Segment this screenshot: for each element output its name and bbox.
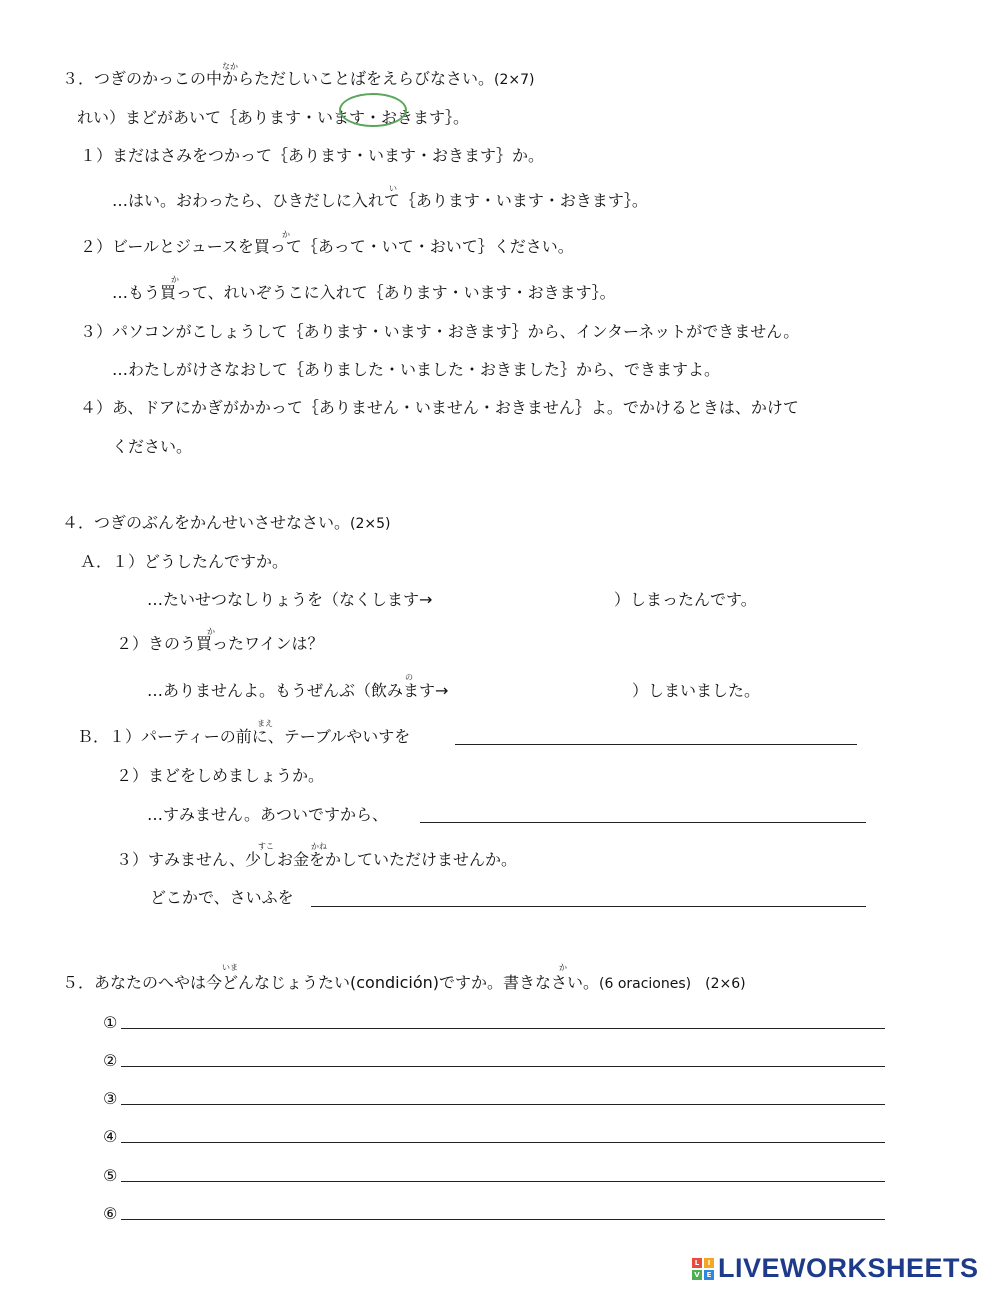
section4-b3-answer: どこかで、さいふを (150, 888, 294, 907)
furigana-mae: まえ (257, 719, 273, 728)
furigana-i: い (389, 184, 397, 193)
example-answer-circle (339, 93, 407, 127)
logo-letter-v: V (692, 1270, 702, 1280)
logo-letter-l: L (692, 1258, 702, 1268)
section4-heading-text: ４．つぎのぶんをかんせいさせなさい。 (62, 513, 351, 532)
b1-answer-line[interactable] (455, 744, 857, 745)
furigana-ka-4: か (559, 963, 567, 972)
furigana-ima: いま (222, 963, 238, 972)
section4-a2-question: ２）きのう買ったワインは？ (116, 634, 324, 653)
section5-heading-text: ５．あなたのへやは今どんなじょうたい(condición)ですか。書きなさい。 (62, 973, 599, 992)
sentence-number-4: ④ (103, 1127, 118, 1146)
b3-answer-line[interactable] (311, 906, 866, 907)
liveworksheets-logo (692, 1253, 979, 1284)
section3-q2a: ２）ビールとジュースを買って｛あって・いて・おいて｝ください。 (80, 237, 574, 256)
furigana-ka-1: か (282, 230, 290, 239)
section5-points: (6 oraciones) (2×6) (599, 976, 746, 992)
section4-heading (62, 512, 390, 535)
furigana-ka-2: か (171, 275, 179, 284)
section5-heading (62, 972, 746, 995)
logo-text: LIVEWORKSHEETS (718, 1253, 979, 1283)
sentence-number-2: ② (103, 1051, 118, 1070)
logo-letter-e: E (704, 1270, 714, 1280)
section3-q4b: ください。 (112, 437, 193, 456)
section4-b1-question: Ｂ．１）パーティーの前に、テーブルやいすを (77, 727, 411, 746)
section3-q4a: ４）あ、ドアにかぎがかかって｛ありません・いません・おきません｝よ。でかけるときは、かけて (80, 398, 799, 417)
furigana-no: の (405, 673, 413, 682)
furigana-kane: かね (311, 842, 327, 851)
section4-b2-question: ２）まどをしめましょうか。 (116, 766, 325, 785)
furigana-sukoshi: すこ (258, 842, 274, 851)
section4-points: (2×5) (350, 516, 391, 532)
section4-a1-answer-left: …たいせつなしりょうを（なくします→ (147, 590, 433, 609)
section4-a2-answer-left: …ありませんよ。もうぜんぶ（飲みます→ (147, 681, 449, 700)
sentence-number-3: ③ (103, 1089, 118, 1108)
section3-q3b: …わたしがけさなおして｛ありました・いました・おきました｝から、できますよ。 (112, 360, 721, 379)
section4-a2-answer-right: ）しまいました。 (632, 681, 761, 700)
furigana-naka: なか (222, 62, 238, 71)
section4-b3-question: ３）すみません、少しお金をかしていただけませんか。 (116, 850, 517, 869)
sentence-line-2[interactable] (121, 1066, 885, 1067)
section4-a1-question: Ａ．１）どうしたんですか。 (80, 552, 289, 571)
section3-heading (62, 68, 534, 91)
section3-q2b: …もう買って、れいぞうこに入れて｛あります・います・おきます｝。 (112, 283, 616, 302)
section4-a1-answer-right: ）しまったんです。 (614, 590, 757, 609)
section3-q1a: １）まだはさみをつかって｛あります・います・おきます｝か。 (80, 146, 545, 165)
sentence-line-3[interactable] (121, 1104, 885, 1105)
sentence-line-5[interactable] (121, 1181, 885, 1182)
section3-example: れい）まどがあいて｛あります・います・おきます｝。 (77, 108, 470, 127)
section3-points: (2×7) (494, 72, 535, 88)
section4-b2-answer: …すみません。あついですから、 (147, 805, 388, 824)
logo-letter-i: I (704, 1258, 714, 1268)
sentence-number-6: ⑥ (103, 1204, 118, 1223)
sentence-line-6[interactable] (121, 1219, 885, 1220)
sentence-line-4[interactable] (121, 1142, 885, 1143)
sentence-line-1[interactable] (121, 1028, 885, 1029)
sentence-number-1: ① (103, 1013, 118, 1032)
sentence-number-5: ⑤ (103, 1166, 118, 1185)
b2-answer-line[interactable] (420, 822, 866, 823)
logo-grid-icon (692, 1258, 714, 1280)
section3-q3a: ３）パソコンがこしょうして｛あります・います・おきます｝から、インターネットができません。 (80, 322, 800, 341)
furigana-ka-3: か (207, 627, 215, 636)
section3-q1b: …はい。おわったら、ひきだしに入れて｛あります・います・おきます｝。 (112, 191, 648, 210)
section3-heading-text: ３．つぎのかっこの中からただしいことばをえらびなさい。 (62, 69, 495, 88)
